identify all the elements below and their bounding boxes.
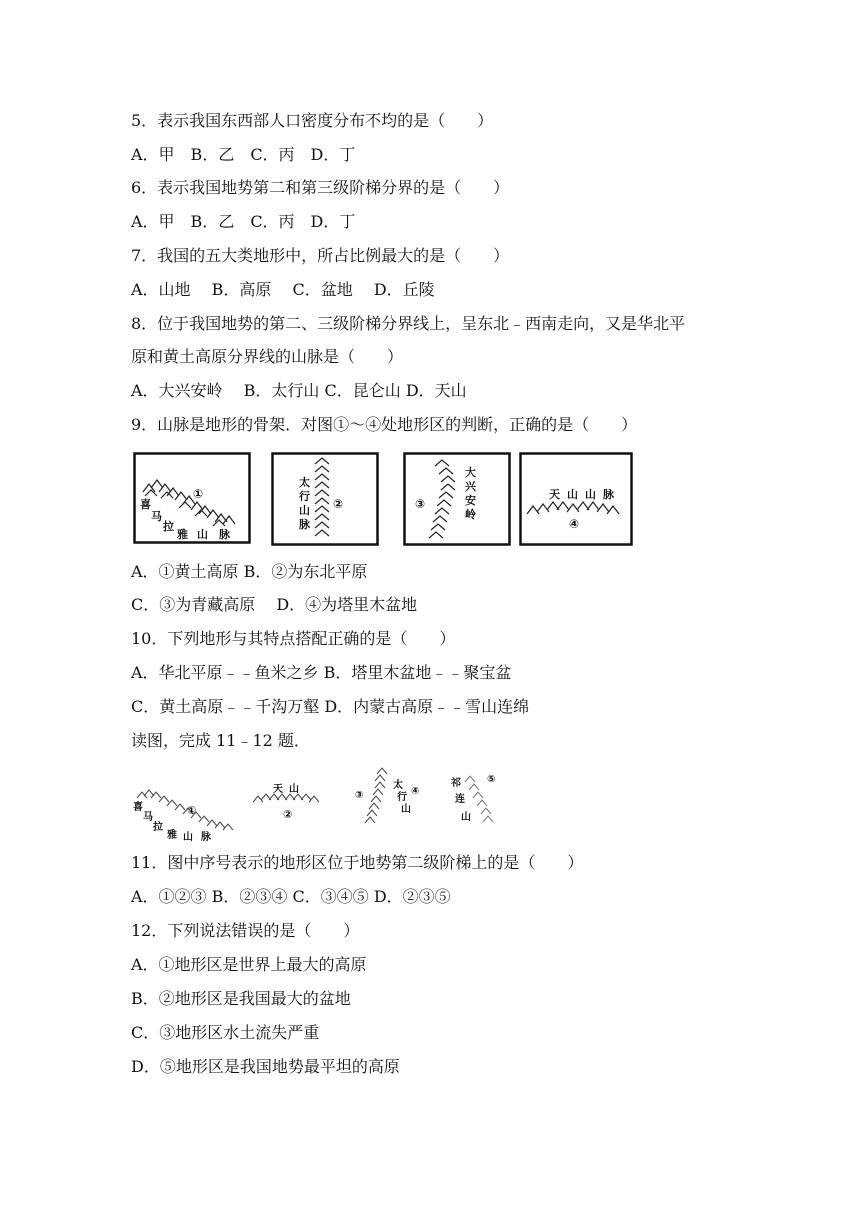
label-char: 山 [197,528,208,541]
mountain-range-icon [253,794,319,802]
label-char: 祁 [451,778,461,789]
mountain-range-icon [365,768,387,823]
label-char: 拉 [153,822,163,833]
question-6-options: A．甲 B．乙 C．丙 D．丁 [131,212,356,231]
read-instruction: 读图，完成 11﹣12 题． [131,731,310,750]
label-char: 山 [289,784,299,795]
question-6: 6．表示我国地势第二和第三级阶梯分界的是（ ） [131,178,510,197]
mountain-range-icon [527,502,619,514]
question-8-line1: 8．位于我国地势的第二、三级阶梯分界线上，呈东北﹣西南走向，又是华北平 [131,314,686,333]
region-number: ① [187,804,197,817]
label-char: 雅 [167,830,177,841]
label-char: 脉 [299,518,310,531]
question-11-options: A．①②③ B．②③④ C．③④⑤ D．②③⑤ [131,887,451,906]
region-number: ③ [355,790,364,801]
mountain-figure-tianshan-small [249,778,329,828]
mountain-range-icon [137,790,233,830]
label-char: 山 [567,488,578,501]
mountain-figure-taihang-small [353,764,429,830]
label-char: 山 [183,832,193,842]
region-number: ④ [569,517,580,531]
question-5-options: A．甲 B．乙 C．丙 D．丁 [131,145,356,164]
mountain-figure-himalaya-small [131,774,243,842]
region-number: ① [193,487,204,501]
label-char: 连 [455,794,465,805]
question-9-options-ab: A．①黄土高原 B．②为东北平原 [131,562,368,581]
question-10-options-ab: A．华北平原﹣﹣鱼米之乡 B．塔里木盆地﹣﹣聚宝盆 [131,663,512,682]
mountain-range-icon [315,458,329,536]
label-char: 大 [465,466,476,479]
mountain-figure-daxinganling [403,452,511,546]
label-char: 行 [299,490,310,503]
label-char: 山 [401,804,411,815]
question-8-line2: 原和黄土高原分界线的山脉是（ ） [131,347,404,366]
question-10: 10．下列地形与其特点搭配正确的是（ ） [131,629,456,648]
label-char: 拉 [163,520,174,533]
question-8-options: A．大兴安岭 B．太行山 C．昆仑山 D．天山 [131,381,467,400]
question-5: 5．表示我国东西部人口密度分布不均的是（ ） [131,111,494,130]
question-10-options-cd: C．黄土高原﹣﹣千沟万壑 D．内蒙古高原﹣﹣雪山连绵 [131,697,530,716]
label-char: 马 [151,510,162,523]
mountain-figure-himalaya [133,452,251,544]
label-char: 山 [461,812,471,823]
label-char: 天 [549,488,560,501]
question-7-options: A．山地 B．高原 C．盆地 D．丘陵 [131,280,435,299]
region-number: ⑤ [487,774,496,785]
question-7: 7．我国的五大类地形中，所占比例最大的是（ ） [131,246,510,265]
label-char: 脉 [219,528,230,541]
region-number: ② [333,497,344,511]
mountain-figure-tianshan [519,452,633,546]
label-char: 安 [465,494,476,507]
question-9-options-cd: C．③为青藏高原 D．④为塔里木盆地 [131,595,418,614]
question-9: 9．山脉是地形的骨架．对图①～④处地形区的判断，正确的是（ ） [131,415,638,434]
mountain-range-icon [429,460,455,538]
question-12-option-b: B．②地形区是我国最大的盆地 [131,989,351,1008]
question-12-option-a: A．①地形区是世界上最大的高原 [131,955,367,974]
label-char: 脉 [603,488,614,501]
label-char: 喜 [133,802,143,813]
question-11: 11．图中序号表示的地形区位于地势第二级阶梯上的是（ ） [131,853,584,872]
label-char: 太 [299,476,310,489]
region-number: ③ [415,497,426,511]
mountain-figure-taihang [271,452,379,546]
question-12-option-c: C．③地形区水土流失严重 [131,1023,320,1042]
label-char: 山 [299,504,310,517]
label-char: 岭 [465,508,476,521]
mountain-figure-qilian-small [443,768,507,830]
question-12: 12．下列说法错误的是（ ） [131,921,360,940]
label-char: 脉 [201,832,211,842]
question-12-option-d: D．⑤地形区是我国地势最平坦的高原 [131,1057,400,1076]
label-char: 山 [585,488,596,501]
label-char: 马 [143,812,153,823]
label-char: 雅 [177,528,188,541]
label-char: 喜 [140,498,151,511]
figure-row-1 [131,452,651,547]
region-number: ④ [411,786,420,797]
region-number: ② [283,808,293,821]
label-char: 天 [273,784,283,795]
label-char: 太 [393,780,403,791]
label-char: 兴 [465,480,476,493]
figure-row-2 [131,764,511,844]
label-char: 行 [397,792,407,803]
